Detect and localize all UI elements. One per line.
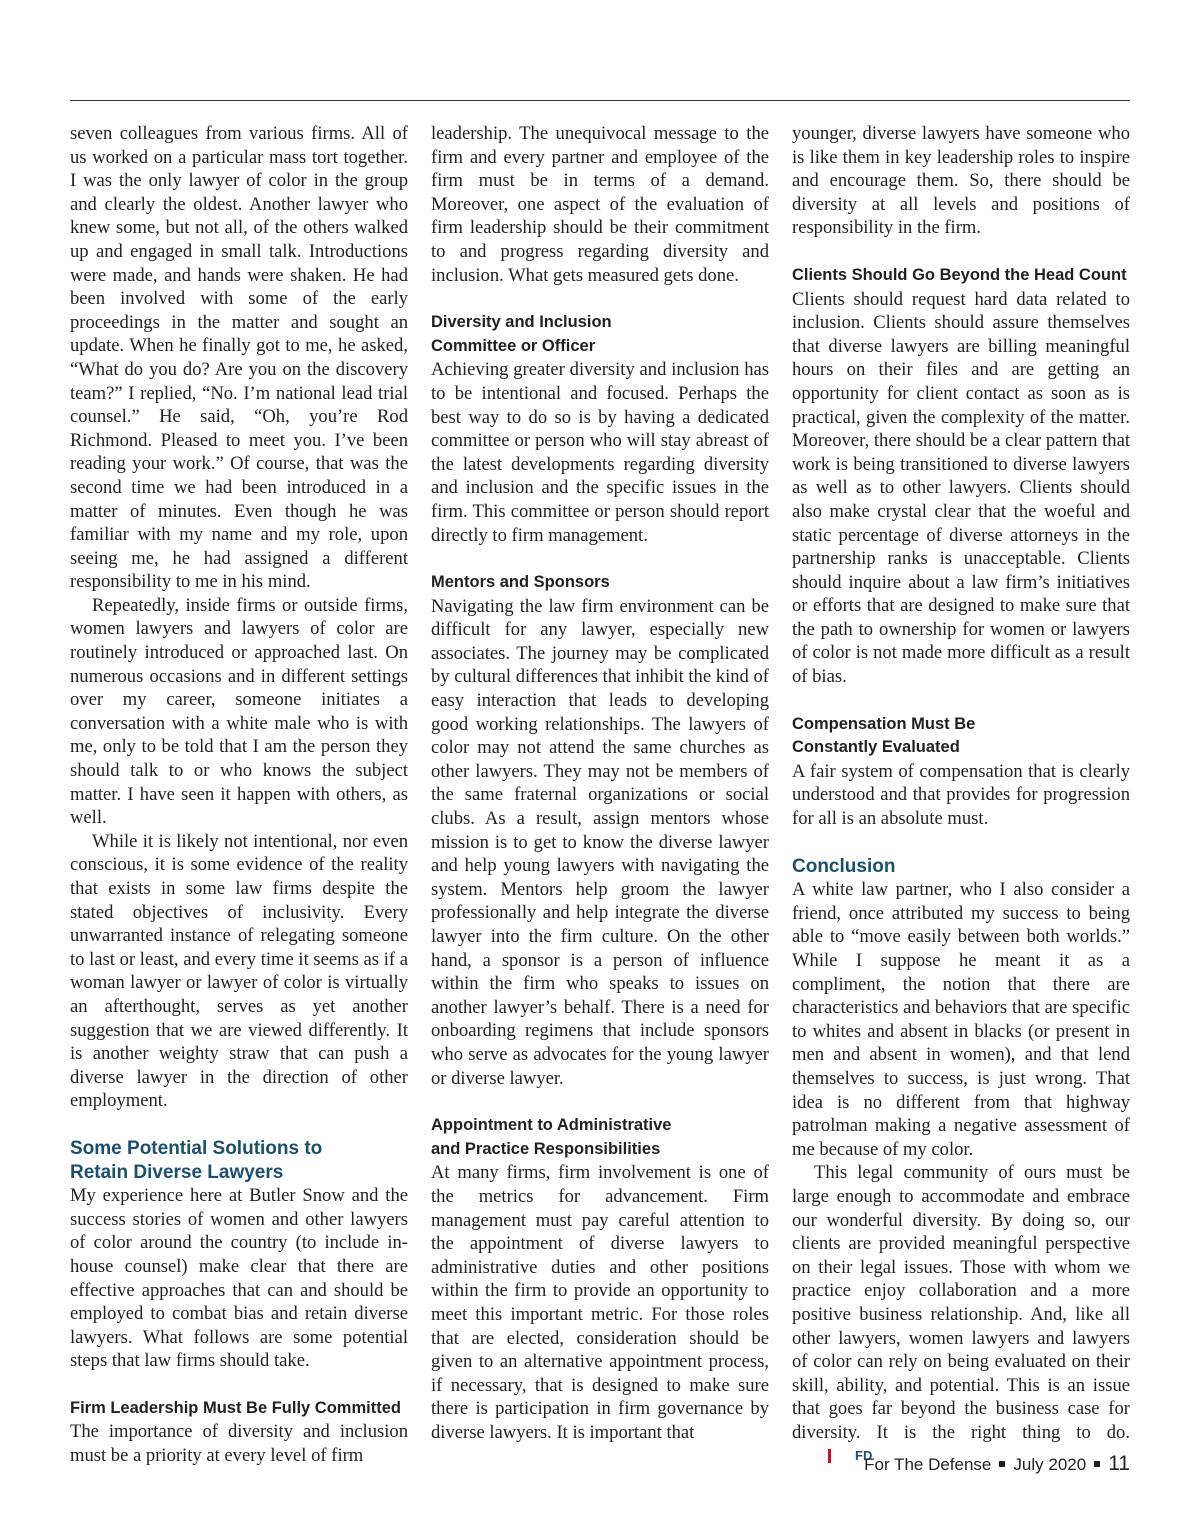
body-paragraph: leadership. The unequivocal message to the firm and every partner and employee of the firm must be in terms of a demand. Moreover, one aspect of the evaluation of firm leadership should be their commitment to and progress regarding diversity and inclusion. What gets measured gets done. <box>431 123 769 286</box>
separator-square-icon <box>1094 1461 1100 1467</box>
publication-name: For The Defense <box>864 1455 992 1474</box>
subheading-committee: Diversity and Inclusion Committee or Officer <box>431 313 612 355</box>
issue-date: July 2020 <box>1013 1455 1087 1474</box>
fd-end-mark-icon: FD <box>828 1449 874 1463</box>
body-paragraph: Navigating the law firm environment can be difficult for any lawyer, especially new associates. The journey may be complicated by cultural differences that inhibit the kind of easy interaction that leads to developing good working relationships. The lawyers of color may not attend the same churches as other lawyers. They may not be members of the same fraternal organizations or social clubs. As a result, assign mentors whose mission is to get to know the diverse lawyer and help young lawyers with navigating the system. Mentors help groom the lawyer professionally and help integrate the diverse lawyer into the firm culture. On the other hand, a sponsor is a person of influence within the firm who speaks to issues on another lawyer’s behalf. There is a need for onboarding regimens that include sponsors who serve as advocates for the young lawyer or diverse lawyer. <box>431 595 769 1089</box>
body-paragraph: Achieving greater diversity and inclusion has to be intentional and focused. Perhaps the best way to do so is by having a dedicated committee or person who will stay abreast of the latest developments regarding diversity and inclusion and the specific issues in the firm. This committee or person should report directly to firm management. <box>431 359 769 546</box>
section-heading-solutions: Some Potential Solutions to Retain Diverse Lawyers <box>70 1137 323 1183</box>
body-paragraph: At many firms, firm involvement is one of the metrics for advancement. Firm management must pay careful attention to the appointment of diverse lawyers to administrative duties and other positions within the firm to provide an opportunity to meet this important metric. For those roles that are elected, consideration should be given to an alternative appointment process, if necessary, that is designed to make sure there is participation in firm governance by diverse lawyers. It is important that <box>431 1162 769 1443</box>
header-rule <box>70 100 1130 101</box>
page-number: 11 <box>1108 1452 1130 1475</box>
body-paragraph: A fair system of compensation that is clearly understood and that provides for progression for all is an absolute must. <box>792 760 1130 830</box>
body-paragraph: Clients should request hard data related to inclusion. Clients should assure themselves that diverse lawyers are billing meaningful hours on their files and are getting an opportunity for client contact as soon as is practical, given the complexity of the matter. Moreover, there should be a clear pattern that work is being transitioned to diverse lawyers as well as to other lawyers. Clients should also make crystal clear that the woeful and static percentage of diverse attorneys in the partnership ranks is unacceptable. Clients should inquire about a law firm’s initiatives or efforts that are designed to make sure that the path to ownership for women or lawyers of color is not made more difficult as a result of bias. <box>792 288 1130 688</box>
body-paragraph: younger, diverse lawyers have someone who is like them in key leadership roles to inspire and encourage them. So, there should be diversity at all levels and positions of responsibility in the firm. <box>792 123 1130 239</box>
separator-square-icon <box>999 1461 1005 1467</box>
subheading-leadership: Firm Leadership Must Be Fully Committed <box>70 1398 401 1417</box>
body-paragraph: A white law partner, who I also consider a friend, once attributed my success to being able to “move easily between both worlds.” While I suppose he meant it as a compliment, the notion that there are characteristics and behaviors that are specific to whites and absent in blacks (or present in men and absent in women), and that lend themselves to success, is just wrong. That idea is no different from that highway patrolman making a negative assessment of me because of my color. <box>792 879 1130 1160</box>
body-paragraph: The importance of diversity and inclusion must be a priority at every level of firm <box>70 1421 408 1467</box>
subheading-mentors: Mentors and Sponsors <box>431 573 610 592</box>
column-3 <box>792 122 1130 1468</box>
column-1 <box>70 122 408 1468</box>
body-paragraph-final: This legal community of ours must be large enough to accommodate and embrace our wonderful diversity. By doing so, our clients are provided meaningful perspective on their legal issues. Those with whom we practice enjoy collaboration and a more positive business relationship. And, like all other lawyers, women lawyers and lawyers of color can rely on being evaluated on their skill, ability, and potential. This is an issue that goes far beyond the business case for diversity. It is the right thing to do.FD <box>792 1162 1130 1464</box>
column-2 <box>431 122 769 1444</box>
subheading-compensation: Compensation Must Be Constantly Evaluated <box>792 714 976 757</box>
subheading-clients: Clients Should Go Beyond the Head Count <box>792 265 1127 284</box>
body-paragraph: Repeatedly, inside firms or outside firms, women lawyers and lawyers of color are routinely introduced or approached last. On numerous occasions and in different settings over my career, someone initiates a conversation with a white male who is with me, only to be told that I am the person they should talk to or who knows the subject matter. I have seen it happen with others, as well. <box>70 594 408 829</box>
section-heading-conclusion: Conclusion <box>792 855 896 877</box>
body-paragraph: While it is likely not intentional, nor even conscious, it is some evidence of the reality that exists in some law firms despite the stated objectives of inclusivity. Every unwarranted instance of relegating someone to last or least, and every time it seems as if a woman lawyer or lawyer of color is virtually an afterthought, serves as yet another suggestion that we are viewed differently. It is another weighty straw that can push a diverse lawyer in the direction of other employment. <box>70 830 408 1112</box>
page-footer <box>864 1452 1130 1476</box>
body-paragraph: seven colleagues from various firms. All of us worked on a particular mass tort together. I was the only lawyer of color in the group and clearly the oldest. Another lawyer who knew some, but not all, of the others walked up and engaged in small talk. Introductions were made, and hands were shaken. He had been involved with some of the early proceedings in the matter and sought an update. When he finally got to me, he asked, “What do you do? Are you on the discovery team?” I replied, “No. I’m national lead trial counsel.” He said, “Oh, you’re Rod Richmond. Pleased to meet you. I’ve been reading your work.” Of course, that was the second time we had been introduced in a matter of minutes. Even though he was familiar with my name and my role, upon seeing me, he had assigned a different responsibility to me in his mind. <box>70 123 408 593</box>
body-paragraph: My experience here at Butler Snow and the success stories of women and other lawyers of color around the country (to include in-house counsel) make clear that there are effective approaches that can and should be employed to combat bias and retain diverse lawyers. What follows are some potential steps that law firms should take. <box>70 1185 408 1372</box>
subheading-appointment: Appointment to Administrative and Practice Responsibilities <box>431 1116 672 1158</box>
